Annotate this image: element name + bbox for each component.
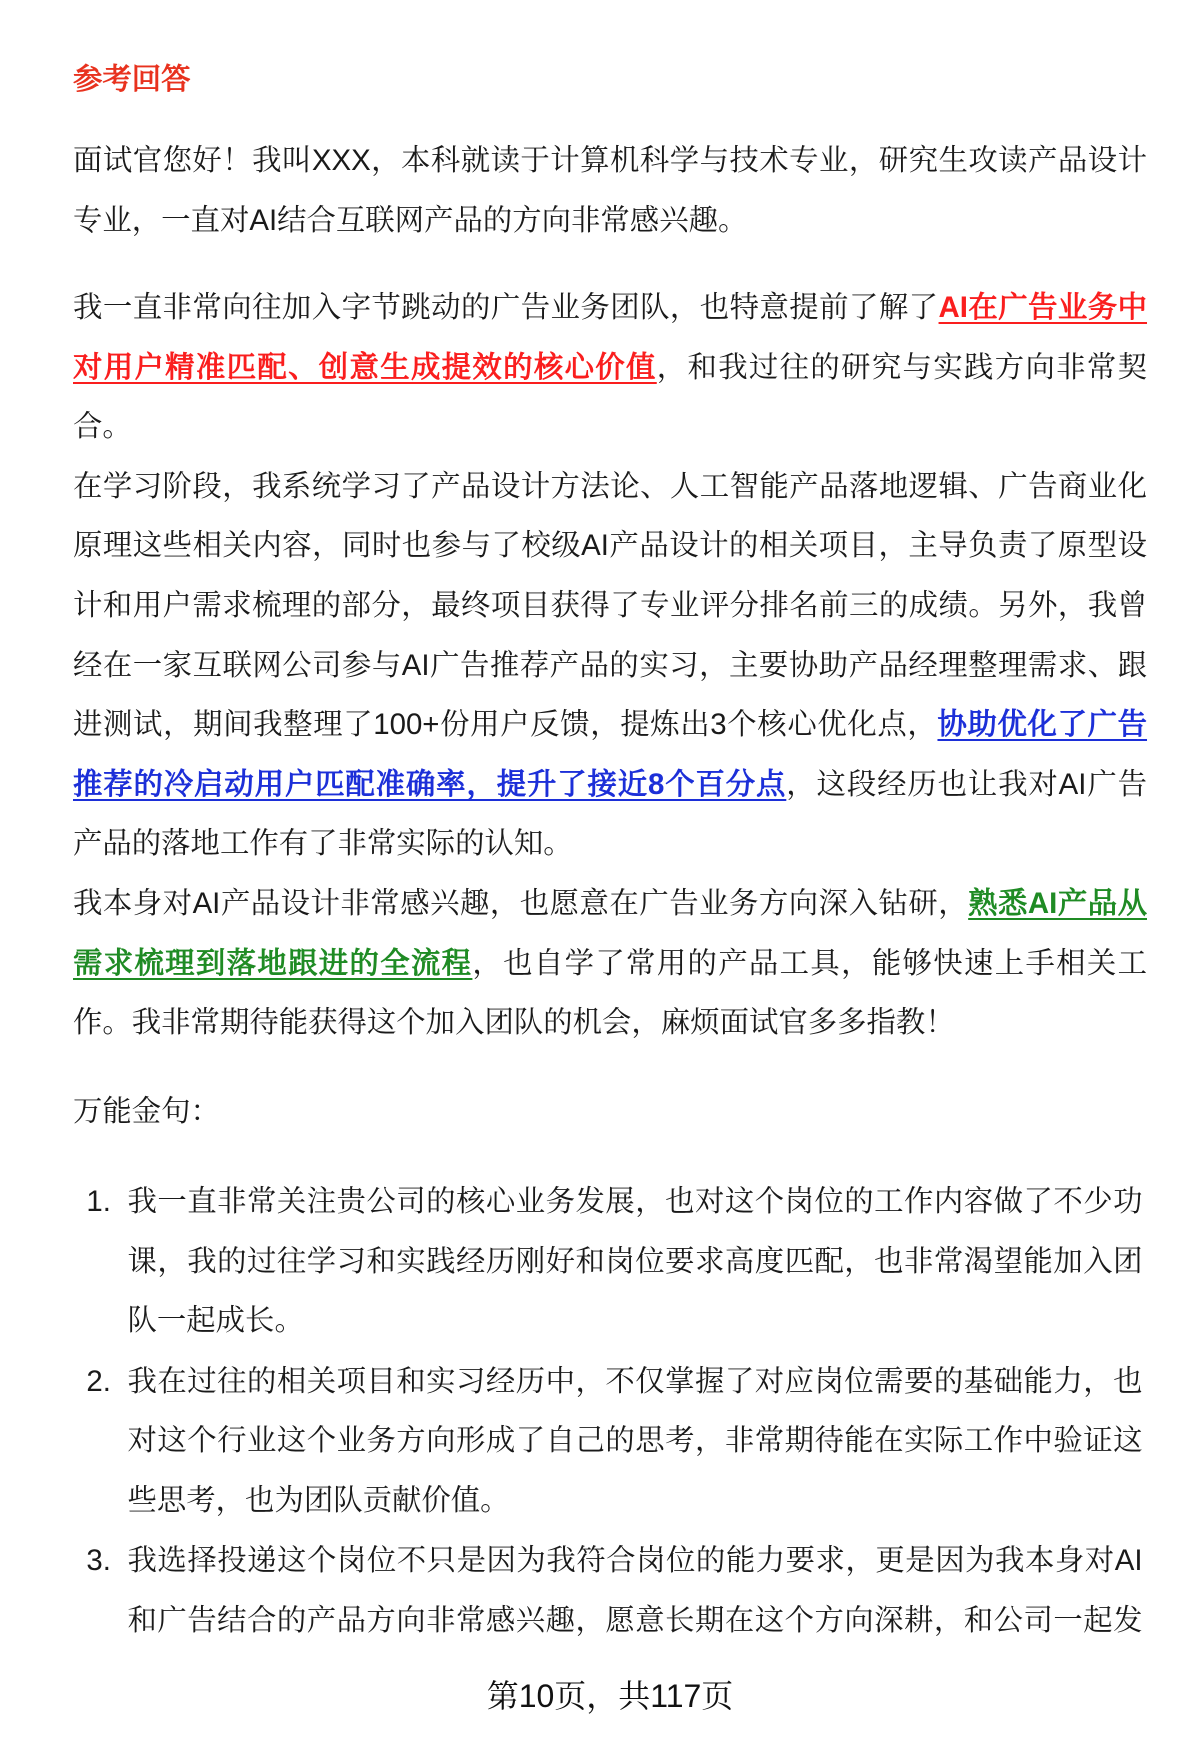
answer-paragraph-intro xyxy=(73,131,1147,250)
text-run: ，这段经历也让我对AI广告 xyxy=(786,767,1147,801)
text-run: 和广告结合的产品方向非常感兴趣，愿意长期在这个方向深耕，和公司一起发 xyxy=(127,1603,1143,1637)
text-line xyxy=(73,278,1147,338)
text-line xyxy=(128,1591,1143,1651)
page-number-footer: 第10页，共117页 xyxy=(486,1678,734,1714)
text-line xyxy=(73,814,1147,874)
text-line xyxy=(73,934,1147,994)
text-run: 进测试，期间我整理了100+份用户反馈，提炼出3个核心优化点， xyxy=(73,708,938,742)
text-run: 专业，一直对AI结合互联网产品的方向非常感兴趣。 xyxy=(73,203,748,237)
document-body xyxy=(73,50,1147,1650)
text-run: 我在过往的相关项目和实习经历中，不仅掌握了对应岗位需要的基础能力，也 xyxy=(127,1364,1143,1398)
text-line xyxy=(128,1471,1143,1531)
list-item-text xyxy=(128,1531,1143,1650)
golden-sentence-item xyxy=(73,1531,1143,1650)
text-line xyxy=(73,695,1147,755)
text-run: 我一直非常关注贵公司的核心业务发展，也对这个岗位的工作内容做了不少功 xyxy=(127,1185,1143,1219)
text-line xyxy=(128,1352,1143,1412)
text-line xyxy=(73,338,1147,398)
text-run: 在学习阶段，我系统学习了产品设计方法论、人工智能产品落地逻辑、广告商业化 xyxy=(73,469,1147,503)
golden-sentences-list xyxy=(73,1172,1147,1650)
golden-sentence-item xyxy=(73,1172,1143,1351)
golden-sentence-item xyxy=(73,1352,1143,1531)
text-line xyxy=(128,1232,1143,1292)
answer-paragraph-experience xyxy=(73,457,1147,874)
text-run: 原理这些相关内容，同时也参与了校级AI产品设计的相关项目，主导负责了原型设 xyxy=(73,529,1147,563)
text-run: 对这个行业这个业务方向形成了自己的思考，非常期待能在实际工作中验证这 xyxy=(127,1424,1143,1458)
highlighted-text: 推荐的冷启动用户匹配准确率，提升了接近8个百分点 xyxy=(73,767,787,801)
text-line xyxy=(73,874,1147,934)
list-item-text xyxy=(128,1352,1143,1531)
section-heading: 参考回答 xyxy=(73,63,191,96)
text-line xyxy=(128,1531,1143,1591)
text-run: 产品的落地工作有了非常实际的认知。 xyxy=(73,827,573,861)
text-line xyxy=(73,131,1147,191)
text-run: 我选择投递这个岗位不只是因为我符合岗位的能力要求，更是因为我本身对AI xyxy=(127,1544,1143,1578)
list-number: 1. xyxy=(86,1185,111,1219)
text-line xyxy=(73,576,1147,636)
text-run: 作。我非常期待能获得这个加入团队的机会，麻烦面试官多多指教！ xyxy=(73,1006,955,1040)
text-line xyxy=(73,516,1147,576)
highlighted-text: 对用户精准匹配、创意生成提效的核心价值 xyxy=(73,350,657,384)
text-run: 我本身对AI产品设计非常感兴趣，也愿意在广告业务方向深入钻研， xyxy=(73,886,969,920)
text-run: 经在一家互联网公司参与AI广告推荐产品的实习，主要协助产品经理整理需求、跟 xyxy=(73,648,1147,682)
text-run: 合。 xyxy=(73,410,132,444)
text-run: 计和用户需求梳理的部分，最终项目获得了专业评分排名前三的成绩。另外，我曾 xyxy=(73,588,1147,622)
list-number: 3. xyxy=(86,1544,111,1578)
golden-sentences-label: 万能金句： xyxy=(73,1095,220,1129)
text-run: 面试官您好！我叫XXX，本科就读于计算机科学与技术专业，研究生攻读产品设计 xyxy=(73,144,1147,178)
list-number: 2. xyxy=(86,1364,111,1398)
text-run: ，也自学了常用的产品工具，能够快速上手相关工 xyxy=(472,946,1148,980)
text-line xyxy=(73,755,1147,815)
answer-paragraph-closing xyxy=(73,874,1147,1053)
text-run: 我一直非常向往加入字节跳动的广告业务团队，也特意提前了解了 xyxy=(73,290,939,324)
text-run: 队一起成长。 xyxy=(127,1304,304,1338)
highlighted-text: 熟悉AI产品从 xyxy=(968,886,1147,920)
answer-paragraph-motivation xyxy=(73,278,1147,457)
text-run: 课，我的过往学习和实践经历刚好和岗位要求高度匹配，也非常渴望能加入团 xyxy=(127,1244,1143,1278)
text-line xyxy=(128,1291,1143,1351)
text-line xyxy=(128,1172,1143,1232)
highlighted-text: AI在广告业务中 xyxy=(938,290,1148,324)
list-item-text xyxy=(128,1172,1143,1351)
highlighted-text: 协助优化了广告 xyxy=(937,708,1148,742)
highlighted-text: 需求梳理到落地跟进的全流程 xyxy=(73,946,473,980)
text-line xyxy=(128,1411,1143,1471)
text-run: ，和我过往的研究与实践方向非常契 xyxy=(656,350,1148,384)
text-line xyxy=(73,191,1147,251)
text-run: 些思考，也为团队贡献价值。 xyxy=(127,1483,510,1517)
text-line xyxy=(73,993,1147,1053)
text-line xyxy=(73,636,1147,696)
text-line xyxy=(73,457,1147,517)
text-line xyxy=(73,397,1147,457)
